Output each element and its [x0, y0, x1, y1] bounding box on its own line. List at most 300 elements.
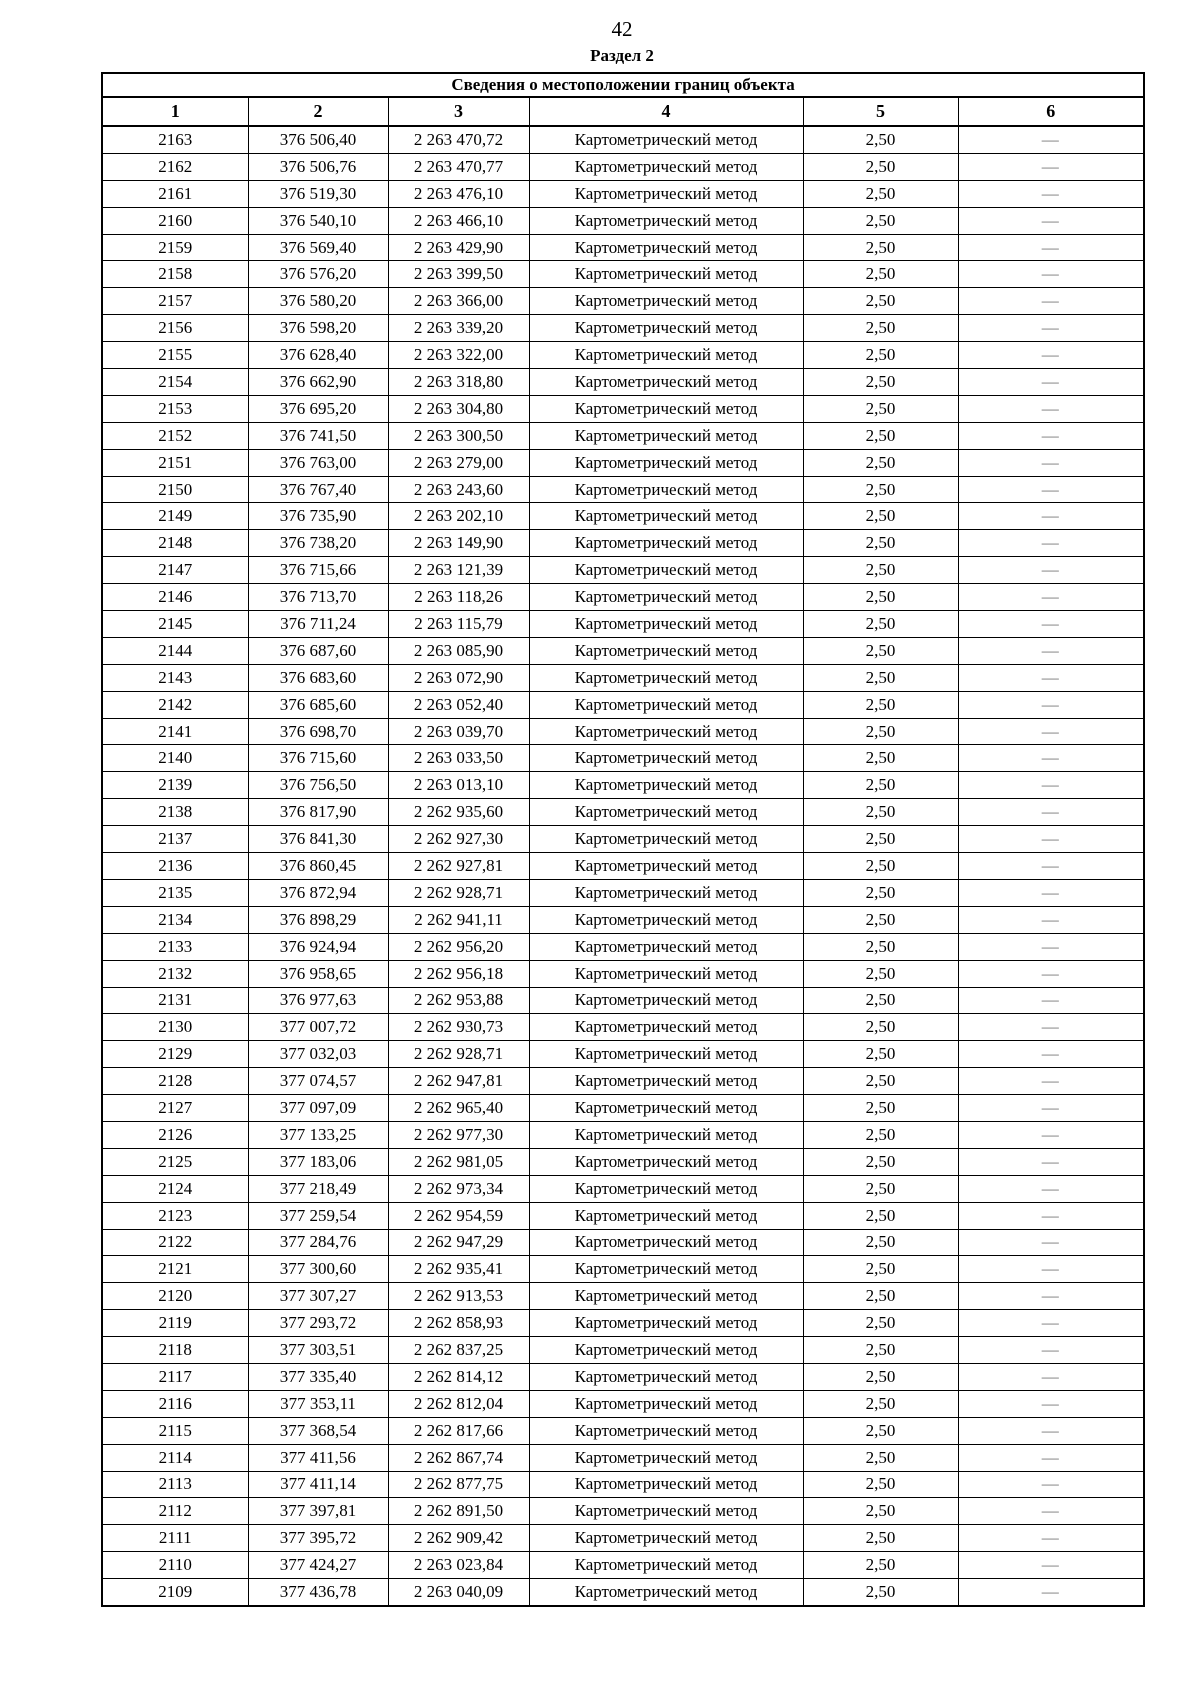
- cell-y-coordinate: 2 262 956,18: [388, 960, 529, 987]
- cell-method: Картометрический метод: [529, 342, 803, 369]
- cell-note: —: [958, 1498, 1144, 1525]
- table-row: [102, 1202, 1144, 1229]
- cell-method: Картометрический метод: [529, 126, 803, 153]
- cell-y-coordinate: 2 263 039,70: [388, 718, 529, 745]
- cell-x-coordinate: 376 695,20: [248, 395, 388, 422]
- cell-note: —: [958, 1444, 1144, 1471]
- cell-point-number: 2124: [102, 1175, 248, 1202]
- table-row: [102, 584, 1144, 611]
- cell-point-number: 2156: [102, 315, 248, 342]
- cell-x-coordinate: 377 303,51: [248, 1337, 388, 1364]
- cell-x-coordinate: 376 569,40: [248, 234, 388, 261]
- cell-x-coordinate: 376 735,90: [248, 503, 388, 530]
- cell-y-coordinate: 2 263 072,90: [388, 664, 529, 691]
- cell-note: —: [958, 1175, 1144, 1202]
- cell-method: Картометрический метод: [529, 718, 803, 745]
- cell-note: —: [958, 503, 1144, 530]
- cell-note: —: [958, 1148, 1144, 1175]
- cell-note: —: [958, 1041, 1144, 1068]
- table-row: [102, 933, 1144, 960]
- cell-accuracy: 2,50: [803, 1471, 958, 1498]
- cell-x-coordinate: 376 738,20: [248, 530, 388, 557]
- cell-accuracy: 2,50: [803, 449, 958, 476]
- table-row: [102, 826, 1144, 853]
- table-row: [102, 1552, 1144, 1579]
- cell-note: —: [958, 261, 1144, 288]
- table-row: [102, 853, 1144, 880]
- cell-point-number: 2131: [102, 987, 248, 1014]
- cell-method: Картометрический метод: [529, 153, 803, 180]
- cell-x-coordinate: 377 032,03: [248, 1041, 388, 1068]
- cell-note: —: [958, 449, 1144, 476]
- cell-accuracy: 2,50: [803, 422, 958, 449]
- cell-x-coordinate: 376 924,94: [248, 933, 388, 960]
- cell-accuracy: 2,50: [803, 1417, 958, 1444]
- cell-note: —: [958, 960, 1144, 987]
- cell-note: —: [958, 906, 1144, 933]
- cell-note: —: [958, 1390, 1144, 1417]
- cell-point-number: 2141: [102, 718, 248, 745]
- cell-point-number: 2113: [102, 1471, 248, 1498]
- cell-method: Картометрический метод: [529, 1229, 803, 1256]
- cell-point-number: 2117: [102, 1363, 248, 1390]
- cell-y-coordinate: 2 263 399,50: [388, 261, 529, 288]
- table-row: [102, 960, 1144, 987]
- cell-y-coordinate: 2 262 909,42: [388, 1525, 529, 1552]
- cell-y-coordinate: 2 262 928,71: [388, 1041, 529, 1068]
- cell-y-coordinate: 2 262 947,29: [388, 1229, 529, 1256]
- cell-x-coordinate: 376 958,65: [248, 960, 388, 987]
- cell-method: Картометрический метод: [529, 1068, 803, 1095]
- table-row: [102, 288, 1144, 315]
- cell-method: Картометрический метод: [529, 422, 803, 449]
- cell-method: Картометрический метод: [529, 1444, 803, 1471]
- cell-method: Картометрический метод: [529, 1498, 803, 1525]
- cell-point-number: 2115: [102, 1417, 248, 1444]
- cell-y-coordinate: 2 263 118,26: [388, 584, 529, 611]
- column-header-row: [102, 97, 1144, 126]
- cell-point-number: 2143: [102, 664, 248, 691]
- cell-point-number: 2134: [102, 906, 248, 933]
- cell-method: Картометрический метод: [529, 503, 803, 530]
- cell-point-number: 2152: [102, 422, 248, 449]
- cell-method: Картометрический метод: [529, 395, 803, 422]
- cell-method: Картометрический метод: [529, 288, 803, 315]
- cell-point-number: 2154: [102, 369, 248, 396]
- cell-method: Картометрический метод: [529, 799, 803, 826]
- table-row: [102, 1498, 1144, 1525]
- cell-note: —: [958, 1095, 1144, 1122]
- cell-note: —: [958, 933, 1144, 960]
- cell-accuracy: 2,50: [803, 395, 958, 422]
- cell-point-number: 2157: [102, 288, 248, 315]
- cell-y-coordinate: 2 262 891,50: [388, 1498, 529, 1525]
- cell-accuracy: 2,50: [803, 960, 958, 987]
- cell-accuracy: 2,50: [803, 1444, 958, 1471]
- cell-accuracy: 2,50: [803, 1525, 958, 1552]
- cell-note: —: [958, 853, 1144, 880]
- cell-x-coordinate: 377 183,06: [248, 1148, 388, 1175]
- cell-note: —: [958, 584, 1144, 611]
- cell-y-coordinate: 2 263 202,10: [388, 503, 529, 530]
- table-row: [102, 153, 1144, 180]
- cell-y-coordinate: 2 263 470,77: [388, 153, 529, 180]
- cell-x-coordinate: 376 687,60: [248, 637, 388, 664]
- cell-point-number: 2144: [102, 637, 248, 664]
- cell-point-number: 2159: [102, 234, 248, 261]
- cell-method: Картометрический метод: [529, 853, 803, 880]
- table-row: [102, 691, 1144, 718]
- cell-note: —: [958, 369, 1144, 396]
- cell-accuracy: 2,50: [803, 691, 958, 718]
- table-row: [102, 1175, 1144, 1202]
- cell-point-number: 2140: [102, 745, 248, 772]
- table-row: [102, 261, 1144, 288]
- cell-y-coordinate: 2 262 927,30: [388, 826, 529, 853]
- cell-note: —: [958, 180, 1144, 207]
- cell-point-number: 2150: [102, 476, 248, 503]
- cell-point-number: 2122: [102, 1229, 248, 1256]
- cell-accuracy: 2,50: [803, 1202, 958, 1229]
- table-row: [102, 1041, 1144, 1068]
- cell-accuracy: 2,50: [803, 369, 958, 396]
- cell-x-coordinate: 377 293,72: [248, 1310, 388, 1337]
- cell-method: Картометрический метод: [529, 906, 803, 933]
- cell-accuracy: 2,50: [803, 342, 958, 369]
- cell-note: —: [958, 126, 1144, 153]
- cell-x-coordinate: 377 335,40: [248, 1363, 388, 1390]
- column-header-2: 2: [248, 97, 388, 126]
- cell-accuracy: 2,50: [803, 1390, 958, 1417]
- cell-accuracy: 2,50: [803, 1498, 958, 1525]
- cell-note: —: [958, 1579, 1144, 1606]
- table-row: [102, 1417, 1144, 1444]
- cell-x-coordinate: 377 307,27: [248, 1283, 388, 1310]
- cell-method: Картометрический метод: [529, 1148, 803, 1175]
- cell-y-coordinate: 2 262 814,12: [388, 1363, 529, 1390]
- cell-point-number: 2116: [102, 1390, 248, 1417]
- table-row: [102, 1068, 1144, 1095]
- cell-point-number: 2121: [102, 1256, 248, 1283]
- cell-accuracy: 2,50: [803, 1337, 958, 1364]
- table-row: [102, 718, 1144, 745]
- cell-method: Картометрический метод: [529, 234, 803, 261]
- cell-y-coordinate: 2 263 013,10: [388, 772, 529, 799]
- cell-accuracy: 2,50: [803, 637, 958, 664]
- cell-point-number: 2111: [102, 1525, 248, 1552]
- cell-point-number: 2128: [102, 1068, 248, 1095]
- cell-accuracy: 2,50: [803, 288, 958, 315]
- cell-y-coordinate: 2 262 981,05: [388, 1148, 529, 1175]
- cell-note: —: [958, 1121, 1144, 1148]
- cell-x-coordinate: 376 872,94: [248, 879, 388, 906]
- cell-note: —: [958, 664, 1144, 691]
- cell-method: Картометрический метод: [529, 826, 803, 853]
- cell-point-number: 2114: [102, 1444, 248, 1471]
- cell-method: Картометрический метод: [529, 1390, 803, 1417]
- cell-note: —: [958, 879, 1144, 906]
- cell-y-coordinate: 2 263 476,10: [388, 180, 529, 207]
- cell-point-number: 2120: [102, 1283, 248, 1310]
- cell-point-number: 2148: [102, 530, 248, 557]
- cell-x-coordinate: 377 395,72: [248, 1525, 388, 1552]
- cell-x-coordinate: 376 841,30: [248, 826, 388, 853]
- cell-accuracy: 2,50: [803, 530, 958, 557]
- cell-x-coordinate: 377 007,72: [248, 1014, 388, 1041]
- cell-x-coordinate: 377 074,57: [248, 1068, 388, 1095]
- table-row: [102, 637, 1144, 664]
- cell-y-coordinate: 2 262 953,88: [388, 987, 529, 1014]
- cell-x-coordinate: 376 763,00: [248, 449, 388, 476]
- cell-note: —: [958, 718, 1144, 745]
- cell-y-coordinate: 2 263 300,50: [388, 422, 529, 449]
- cell-y-coordinate: 2 263 121,39: [388, 557, 529, 584]
- cell-x-coordinate: 377 411,14: [248, 1471, 388, 1498]
- cell-note: —: [958, 691, 1144, 718]
- table-row: [102, 879, 1144, 906]
- table-row: [102, 1283, 1144, 1310]
- cell-accuracy: 2,50: [803, 853, 958, 880]
- table-row: [102, 1471, 1144, 1498]
- table-title-row: [102, 73, 1144, 97]
- cell-method: Картометрический метод: [529, 772, 803, 799]
- cell-note: —: [958, 1337, 1144, 1364]
- table-row: [102, 1014, 1144, 1041]
- cell-x-coordinate: 376 715,66: [248, 557, 388, 584]
- table-row: [102, 369, 1144, 396]
- cell-y-coordinate: 2 263 085,90: [388, 637, 529, 664]
- column-header-3: 3: [388, 97, 529, 126]
- table-row: [102, 611, 1144, 638]
- cell-x-coordinate: 376 580,20: [248, 288, 388, 315]
- table-row: [102, 422, 1144, 449]
- cell-method: Картометрический метод: [529, 1471, 803, 1498]
- cell-point-number: 2139: [102, 772, 248, 799]
- cell-y-coordinate: 2 262 941,11: [388, 906, 529, 933]
- section-title: Раздел 2: [590, 46, 654, 65]
- table-row: [102, 180, 1144, 207]
- cell-x-coordinate: 376 506,76: [248, 153, 388, 180]
- cell-y-coordinate: 2 263 429,90: [388, 234, 529, 261]
- table-row: [102, 476, 1144, 503]
- cell-note: —: [958, 530, 1144, 557]
- cell-accuracy: 2,50: [803, 1068, 958, 1095]
- cell-x-coordinate: 377 436,78: [248, 1579, 388, 1606]
- cell-note: —: [958, 1229, 1144, 1256]
- cell-x-coordinate: 376 506,40: [248, 126, 388, 153]
- cell-point-number: 2162: [102, 153, 248, 180]
- cell-method: Картометрический метод: [529, 1417, 803, 1444]
- cell-accuracy: 2,50: [803, 826, 958, 853]
- cell-point-number: 2126: [102, 1121, 248, 1148]
- cell-y-coordinate: 2 262 977,30: [388, 1121, 529, 1148]
- table-row: [102, 745, 1144, 772]
- table-row: [102, 664, 1144, 691]
- cell-point-number: 2138: [102, 799, 248, 826]
- cell-x-coordinate: 377 097,09: [248, 1095, 388, 1122]
- cell-accuracy: 2,50: [803, 476, 958, 503]
- cell-y-coordinate: 2 262 935,41: [388, 1256, 529, 1283]
- cell-method: Картометрический метод: [529, 449, 803, 476]
- cell-note: —: [958, 207, 1144, 234]
- cell-method: Картометрический метод: [529, 1363, 803, 1390]
- cell-method: Картометрический метод: [529, 1283, 803, 1310]
- cell-x-coordinate: 377 411,56: [248, 1444, 388, 1471]
- table-row: [102, 1095, 1144, 1122]
- cell-x-coordinate: 376 977,63: [248, 987, 388, 1014]
- cell-note: —: [958, 1068, 1144, 1095]
- cell-note: —: [958, 1256, 1144, 1283]
- cell-point-number: 2137: [102, 826, 248, 853]
- column-header-4: 4: [529, 97, 803, 126]
- cell-method: Картометрический метод: [529, 180, 803, 207]
- cell-y-coordinate: 2 262 867,74: [388, 1444, 529, 1471]
- table-row: [102, 315, 1144, 342]
- cell-accuracy: 2,50: [803, 1121, 958, 1148]
- cell-accuracy: 2,50: [803, 906, 958, 933]
- cell-method: Картометрический метод: [529, 1014, 803, 1041]
- cell-accuracy: 2,50: [803, 1283, 958, 1310]
- cell-note: —: [958, 987, 1144, 1014]
- cell-x-coordinate: 376 898,29: [248, 906, 388, 933]
- cell-x-coordinate: 376 662,90: [248, 369, 388, 396]
- cell-y-coordinate: 2 262 956,20: [388, 933, 529, 960]
- cell-y-coordinate: 2 263 033,50: [388, 745, 529, 772]
- cell-method: Картометрический метод: [529, 315, 803, 342]
- cell-point-number: 2142: [102, 691, 248, 718]
- table-body: [102, 126, 1144, 1606]
- cell-point-number: 2125: [102, 1148, 248, 1175]
- cell-point-number: 2119: [102, 1310, 248, 1337]
- cell-point-number: 2153: [102, 395, 248, 422]
- cell-method: Картометрический метод: [529, 1121, 803, 1148]
- cell-x-coordinate: 376 683,60: [248, 664, 388, 691]
- cell-method: Картометрический метод: [529, 261, 803, 288]
- document-page: [101, 16, 1143, 1607]
- cell-note: —: [958, 476, 1144, 503]
- cell-point-number: 2110: [102, 1552, 248, 1579]
- cell-point-number: 2163: [102, 126, 248, 153]
- cell-note: —: [958, 422, 1144, 449]
- cell-x-coordinate: 376 628,40: [248, 342, 388, 369]
- cell-accuracy: 2,50: [803, 503, 958, 530]
- cell-accuracy: 2,50: [803, 557, 958, 584]
- cell-point-number: 2151: [102, 449, 248, 476]
- cell-note: —: [958, 1283, 1144, 1310]
- cell-note: —: [958, 1363, 1144, 1390]
- cell-x-coordinate: 376 519,30: [248, 180, 388, 207]
- cell-point-number: 2136: [102, 853, 248, 880]
- cell-point-number: 2145: [102, 611, 248, 638]
- cell-note: —: [958, 1417, 1144, 1444]
- table-row: [102, 1121, 1144, 1148]
- table-row: [102, 395, 1144, 422]
- table-title: Сведения о местоположении границ объекта: [102, 73, 1144, 97]
- cell-accuracy: 2,50: [803, 1095, 958, 1122]
- cell-y-coordinate: 2 263 040,09: [388, 1579, 529, 1606]
- cell-x-coordinate: 377 397,81: [248, 1498, 388, 1525]
- cell-note: —: [958, 1471, 1144, 1498]
- cell-x-coordinate: 377 284,76: [248, 1229, 388, 1256]
- column-header-5: 5: [803, 97, 958, 126]
- cell-method: Картометрический метод: [529, 987, 803, 1014]
- cell-note: —: [958, 745, 1144, 772]
- cell-point-number: 2109: [102, 1579, 248, 1606]
- cell-accuracy: 2,50: [803, 153, 958, 180]
- cell-accuracy: 2,50: [803, 987, 958, 1014]
- cell-x-coordinate: 376 767,40: [248, 476, 388, 503]
- cell-x-coordinate: 376 698,70: [248, 718, 388, 745]
- cell-x-coordinate: 377 300,60: [248, 1256, 388, 1283]
- cell-x-coordinate: 376 711,24: [248, 611, 388, 638]
- table-row: [102, 1148, 1144, 1175]
- table-row: [102, 1229, 1144, 1256]
- cell-point-number: 2147: [102, 557, 248, 584]
- cell-x-coordinate: 376 741,50: [248, 422, 388, 449]
- cell-note: —: [958, 288, 1144, 315]
- table-row: [102, 449, 1144, 476]
- cell-note: —: [958, 234, 1144, 261]
- cell-note: —: [958, 611, 1144, 638]
- cell-point-number: 2161: [102, 180, 248, 207]
- cell-method: Картометрический метод: [529, 1175, 803, 1202]
- cell-y-coordinate: 2 263 466,10: [388, 207, 529, 234]
- cell-x-coordinate: 377 424,27: [248, 1552, 388, 1579]
- cell-y-coordinate: 2 263 052,40: [388, 691, 529, 718]
- cell-note: —: [958, 1310, 1144, 1337]
- cell-x-coordinate: 376 715,60: [248, 745, 388, 772]
- cell-accuracy: 2,50: [803, 1175, 958, 1202]
- cell-note: —: [958, 153, 1144, 180]
- table-row: [102, 987, 1144, 1014]
- cell-method: Картометрический метод: [529, 611, 803, 638]
- cell-method: Картометрический метод: [529, 933, 803, 960]
- cell-point-number: 2132: [102, 960, 248, 987]
- cell-accuracy: 2,50: [803, 1229, 958, 1256]
- cell-note: —: [958, 799, 1144, 826]
- cell-method: Картометрический метод: [529, 1525, 803, 1552]
- cell-y-coordinate: 2 262 928,71: [388, 879, 529, 906]
- cell-x-coordinate: 376 713,70: [248, 584, 388, 611]
- cell-method: Картометрический метод: [529, 1310, 803, 1337]
- cell-accuracy: 2,50: [803, 1579, 958, 1606]
- cell-note: —: [958, 772, 1144, 799]
- cell-x-coordinate: 377 353,11: [248, 1390, 388, 1417]
- table-row: [102, 207, 1144, 234]
- cell-accuracy: 2,50: [803, 1552, 958, 1579]
- table-row: [102, 772, 1144, 799]
- cell-y-coordinate: 2 263 279,00: [388, 449, 529, 476]
- table-row: [102, 799, 1144, 826]
- cell-note: —: [958, 1525, 1144, 1552]
- cell-accuracy: 2,50: [803, 261, 958, 288]
- table-row: [102, 1337, 1144, 1364]
- cell-y-coordinate: 2 263 023,84: [388, 1552, 529, 1579]
- cell-y-coordinate: 2 263 243,60: [388, 476, 529, 503]
- cell-y-coordinate: 2 262 913,53: [388, 1283, 529, 1310]
- cell-method: Картометрический метод: [529, 1552, 803, 1579]
- cell-point-number: 2112: [102, 1498, 248, 1525]
- cell-accuracy: 2,50: [803, 584, 958, 611]
- cell-x-coordinate: 376 860,45: [248, 853, 388, 880]
- cell-method: Картометрический метод: [529, 1095, 803, 1122]
- cell-note: —: [958, 557, 1144, 584]
- cell-point-number: 2158: [102, 261, 248, 288]
- cell-method: Картометрический метод: [529, 960, 803, 987]
- cell-accuracy: 2,50: [803, 207, 958, 234]
- cell-point-number: 2127: [102, 1095, 248, 1122]
- cell-note: —: [958, 1014, 1144, 1041]
